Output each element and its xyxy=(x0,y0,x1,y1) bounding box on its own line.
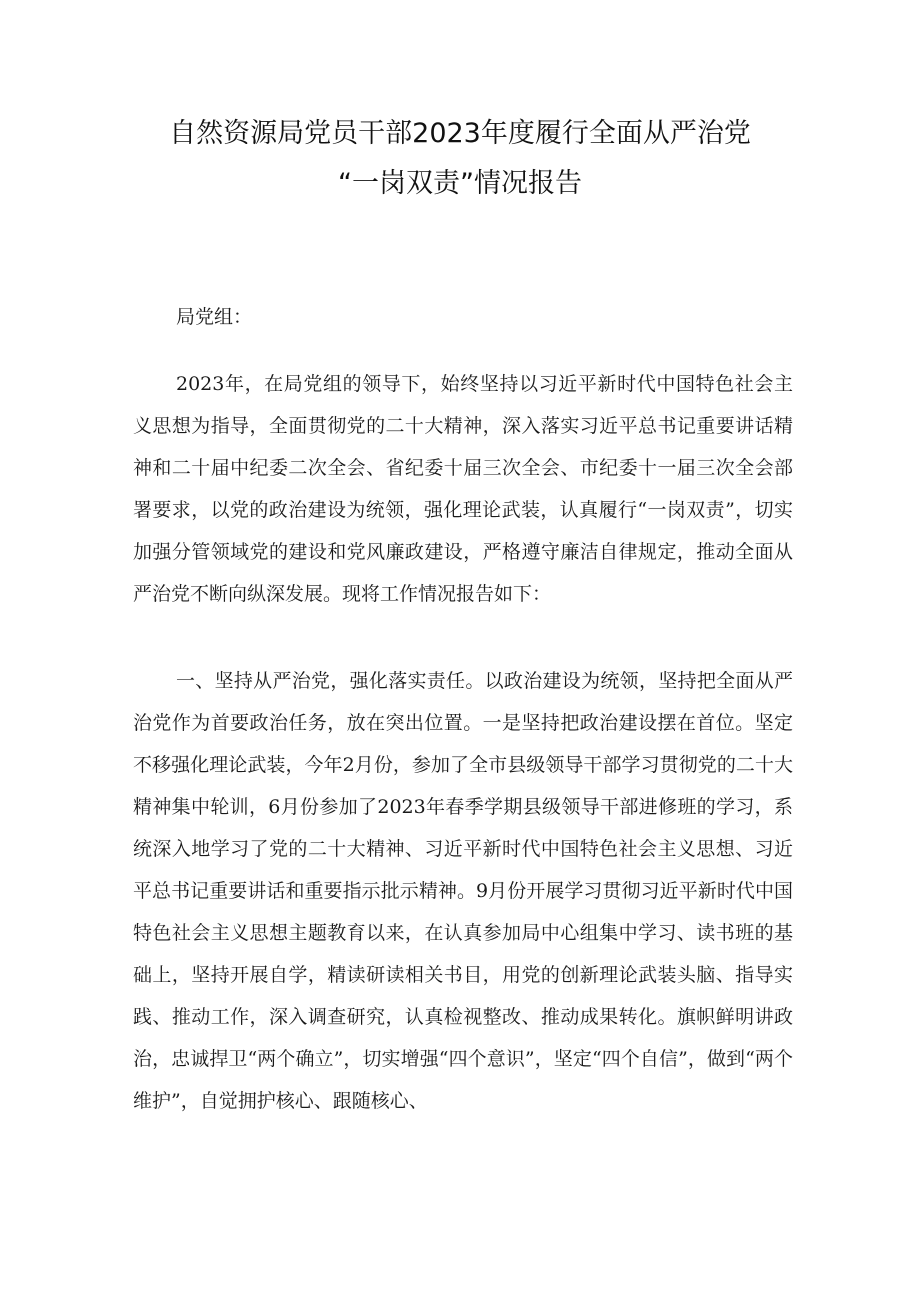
document-title-line-2: “一岗双责”情况报告 xyxy=(338,168,582,199)
salutation: 局党组： xyxy=(176,306,253,328)
paragraph-section-1: 一、坚持从严治党，强化落实责任。以政治建设为统领，坚持把全面从严治党作为首要政治任务，放在突出位置。一是坚持把政治建设摆在首位。坚定不移强化理论武装，今年2月份，参加了全市县级领导干部学习贯彻党的二十大精神集中轮训，6月份参加了2023年春季学期县级领导干部进修班的学习，系统深入地学习了党的二十大精神、习近平新时代中国特色社会主义思想、习近平总书记重要讲话和重要指示批示精神。9月份开展学习贯彻习近平新时代中国特色社会主义思想主题教育以来，在认真参加局中心组集中学习、读书班的基础上，坚持开展自学，精读研读相关书目，用党的创新理论武装头脑、指导实践、推动工作，深入调查研究，认真检视整改、推动成果转化。旗帜鲜明讲政治，忠诚捍卫“两个确立”，切实增强“四个意识”，坚定“四个自信”，做到“两个维护”，自觉拥护核心、跟随核心、 xyxy=(133,670,793,1112)
paragraph-intro: 2023年，在局党组的领导下，始终坚持以习近平新时代中国特色社会主义思想为指导，全面贯彻党的二十大精神，深入落实习近平总书记重要讲话精神和二十届中纪委二次全会、省纪委十届三次全会、市纪委十一届三次全会部署要求，以党的政治建设为统领，强化理论武装，认真履行“一岗双责”，切实加强分管领域党的建设和党风廉政建设，严格遵守廉洁自律规定，推动全面从严治党不断向纵深发展。现将工作情况报告如下： xyxy=(133,373,793,605)
document-title-line-1: 自然资源局党员干部2023年度履行全面从严治党 xyxy=(169,118,751,149)
